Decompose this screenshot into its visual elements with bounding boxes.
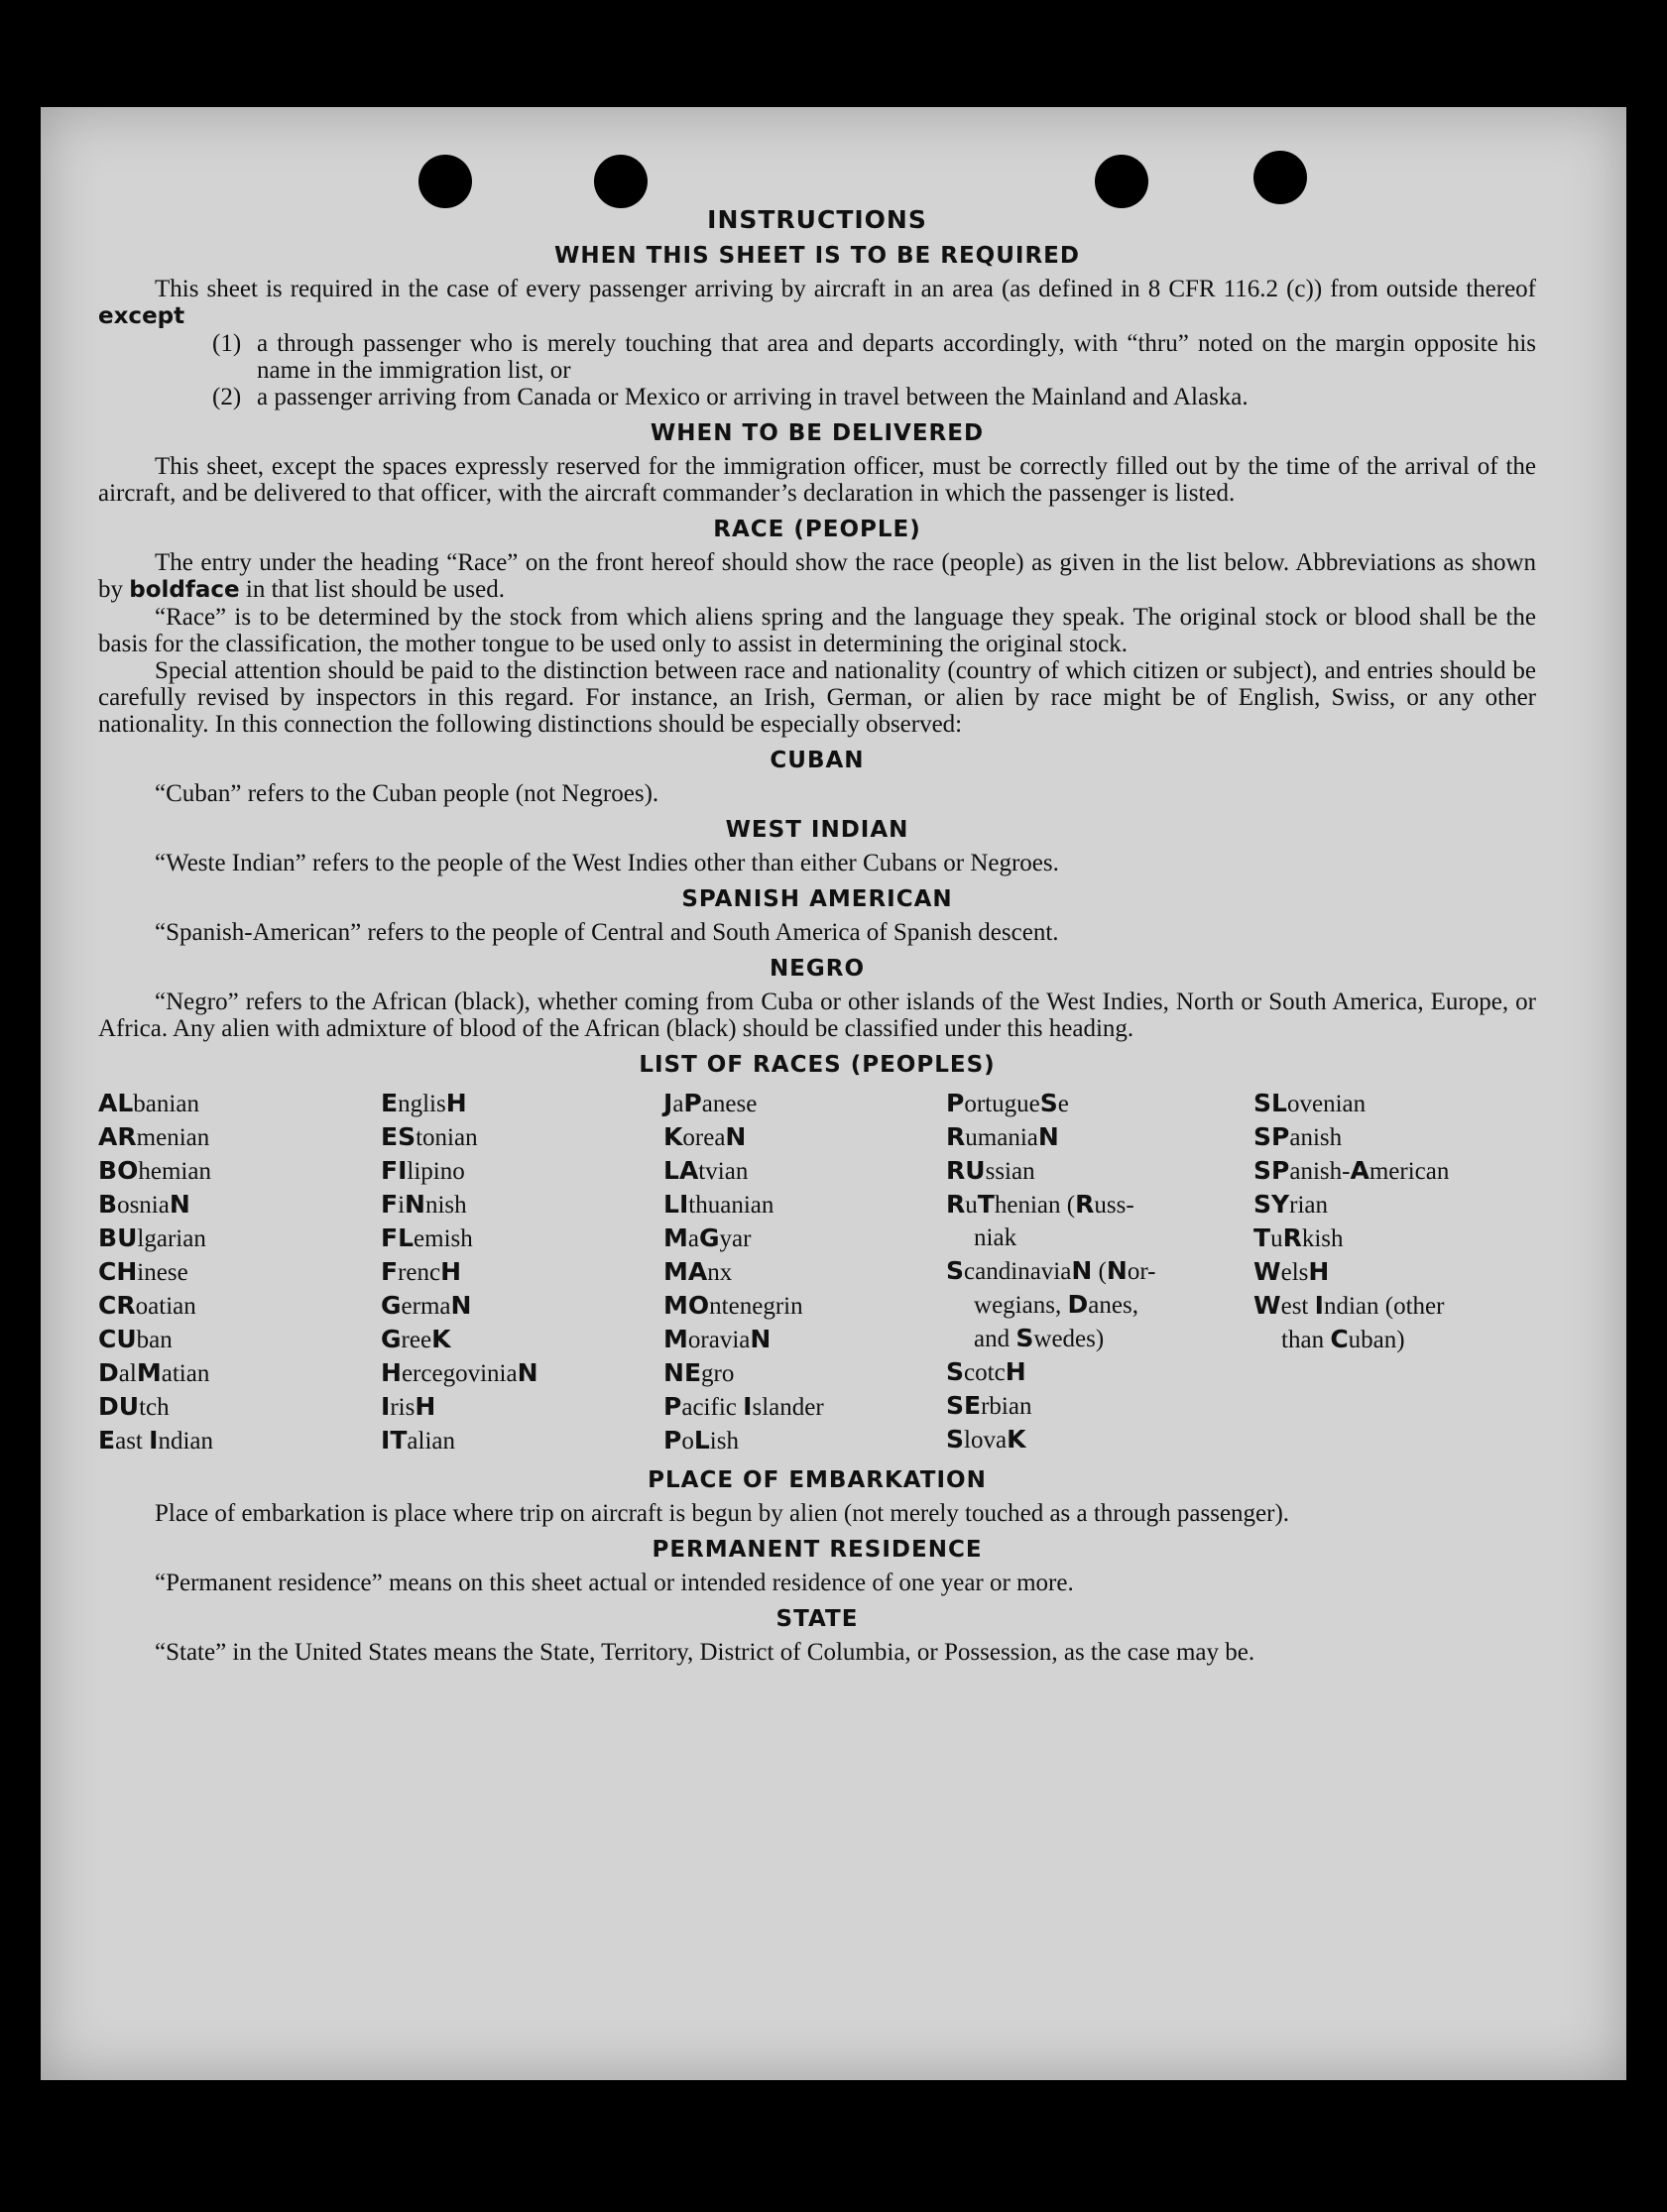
race-entry: CHinese <box>98 1257 188 1286</box>
race-entry: niak <box>974 1224 1017 1251</box>
section-heading: STATE <box>775 1606 859 1632</box>
paragraph: Place of embarkation is place where trip on aircraft is begun by alien (not merely touched as a through passenger). <box>155 1500 1290 1527</box>
race-entry: CUban <box>98 1325 173 1353</box>
section-heading: WHEN THIS SHEET IS TO BE REQUIRED <box>554 243 1080 269</box>
race-entry: TuRkish <box>1253 1223 1344 1252</box>
race-entry: West Indian (other <box>1253 1291 1445 1320</box>
section-heading: PERMANENT RESIDENCE <box>652 1537 983 1563</box>
section-heading: RACE (PEOPLE) <box>713 517 921 542</box>
race-entry: RuThenian (Russ- <box>946 1190 1134 1219</box>
race-entry: FrencH <box>381 1257 462 1286</box>
race-entry: BUlgarian <box>98 1223 206 1252</box>
race-entry: IrisH <box>381 1392 436 1421</box>
race-entry: RumaniaN <box>946 1122 1059 1151</box>
races-column <box>1253 1087 1521 1457</box>
race-entry: BosniaN <box>98 1190 190 1219</box>
paragraph: “Negro” refers to the African (black), whether coming from Cuba or other islands of the West Indies, North or South America, Europe, or Africa. Any alien with admixture of blood of the African (black) should be classified under this heading. <box>98 989 1536 1042</box>
races-column <box>946 1087 1253 1457</box>
race-entry: WelsH <box>1253 1257 1330 1286</box>
paragraph: This sheet, except the spaces expressly reserved for the immigration officer, must be correctly filled out by the time of the arrival of the aircraft, and be delivered to that officer, with the aircraft commander’s declaration in which the passenger is listed. <box>98 453 1536 507</box>
race-entry: FIlipino <box>381 1156 465 1185</box>
race-entry: Pacific Islander <box>663 1392 824 1421</box>
race-entry: SErbian <box>946 1391 1032 1420</box>
paragraph: “Weste Indian” refers to the people of the West Indies other than either Cubans or Negroes. <box>155 850 1059 876</box>
section-heading: LIST OF RACES (PEOPLES) <box>639 1052 996 1078</box>
list-item: (1) a through passenger who is merely touching that area and departs accordingly, with “thru” noted on the margin opposite his name in the immigration list, or <box>212 330 1536 384</box>
race-entry: LIthuanian <box>663 1190 774 1219</box>
race-entry: LAtvian <box>663 1156 749 1185</box>
section-heading: NEGRO <box>769 956 866 982</box>
races-column <box>663 1087 946 1457</box>
section-heading: WEST INDIAN <box>725 817 909 843</box>
race-entry: EStonian <box>381 1122 478 1151</box>
races-table <box>98 1087 1536 1457</box>
paragraph: This sheet is required in the case of every passenger arriving by aircraft in an area (as defined in 8 CFR 116.2 (c)) from outside thereof except <box>98 276 1536 329</box>
race-entry: HercegoviniaN <box>381 1358 538 1387</box>
race-entry: SPanish-American <box>1253 1156 1450 1185</box>
race-entry: GreeK <box>381 1325 451 1353</box>
race-entry: and Swedes) <box>974 1324 1105 1352</box>
section-heading: WHEN TO BE DELIVERED <box>650 420 985 446</box>
race-entry: GermaN <box>381 1291 472 1320</box>
race-entry: ScandinaviaN (Nor- <box>946 1256 1156 1285</box>
race-entry: BOhemian <box>98 1156 211 1185</box>
race-entry: MoraviaN <box>663 1325 772 1353</box>
race-entry: SPanish <box>1253 1122 1343 1151</box>
race-entry: FLemish <box>381 1223 473 1252</box>
document-page <box>41 107 1626 2080</box>
race-entry: CRoatian <box>98 1291 196 1320</box>
race-entry: MOntenegrin <box>663 1291 803 1320</box>
races-column <box>381 1087 663 1457</box>
paragraph: “State” in the United States means the State, Territory, District of Columbia, or Possession, as the case may be. <box>155 1639 1255 1666</box>
paragraph: The entry under the heading “Race” on the front hereof should show the race (people) as given in the list below. Abbreviations as shown by boldface in that list should be used. <box>98 549 1536 603</box>
race-entry: FiNnish <box>381 1190 467 1219</box>
race-entry: SlovaK <box>946 1425 1026 1454</box>
section-heading: PLACE OF EMBARKATION <box>648 1467 987 1493</box>
punch-hole <box>418 155 472 208</box>
instructions-body <box>98 206 1536 1666</box>
paragraph: “Spanish-American” refers to the people of Central and South America of Spanish descent. <box>155 919 1059 946</box>
races-column <box>98 1087 381 1457</box>
punch-hole <box>1253 151 1307 204</box>
section-heading: SPANISH AMERICAN <box>681 886 953 912</box>
race-entry: RUssian <box>946 1156 1035 1185</box>
race-entry: PoLish <box>663 1426 739 1455</box>
race-entry: DUtch <box>98 1392 170 1421</box>
race-entry: NEgro <box>663 1358 735 1387</box>
section-heading: CUBAN <box>770 748 865 773</box>
race-entry: JaPanese <box>663 1089 758 1117</box>
race-entry: SYrian <box>1253 1190 1329 1219</box>
race-entry: ARmenian <box>98 1122 210 1151</box>
race-entry: PortugueSe <box>946 1089 1069 1117</box>
race-entry: East Indian <box>98 1426 213 1455</box>
punch-hole <box>1095 155 1148 208</box>
race-entry: ALbanian <box>98 1089 199 1117</box>
list-item: (2) a passenger arriving from Canada or Mexico or arriving in travel between the Mainland and Alaska. <box>212 384 1249 410</box>
punch-hole <box>594 155 648 208</box>
race-entry: SLovenian <box>1253 1089 1367 1117</box>
race-entry: MaGyar <box>663 1223 752 1252</box>
race-entry: KoreaN <box>663 1122 747 1151</box>
paragraph: “Race” is to be determined by the stock from which aliens spring and the language they speak. The original stock or blood shall be the basis for the classification, the mother tongue to be used only to assist in determining the original stock. <box>98 604 1536 657</box>
race-entry: ScotcH <box>946 1357 1026 1386</box>
paragraph: “Permanent residence” means on this sheet actual or intended residence of one year or more. <box>155 1570 1074 1596</box>
paragraph: “Cuban” refers to the Cuban people (not Negroes). <box>155 780 659 807</box>
race-entry: DalMatian <box>98 1358 210 1387</box>
race-entry: than Cuban) <box>1281 1325 1405 1353</box>
race-entry: wegians, Danes, <box>974 1290 1138 1319</box>
race-entry: MAnx <box>663 1257 733 1286</box>
race-entry: EnglisH <box>381 1089 467 1117</box>
page-title: INSTRUCTIONS <box>707 205 927 234</box>
paragraph: Special attention should be paid to the distinction between race and nationality (country of which citizen or subject), and entries should be carefully revised by inspectors in this regard. For instance, an Irish, German, or alien by race might be of English, Swiss, or any other nationality. In this connection the following distinctions should be especially observed: <box>98 657 1536 738</box>
race-entry: ITalian <box>381 1426 455 1455</box>
